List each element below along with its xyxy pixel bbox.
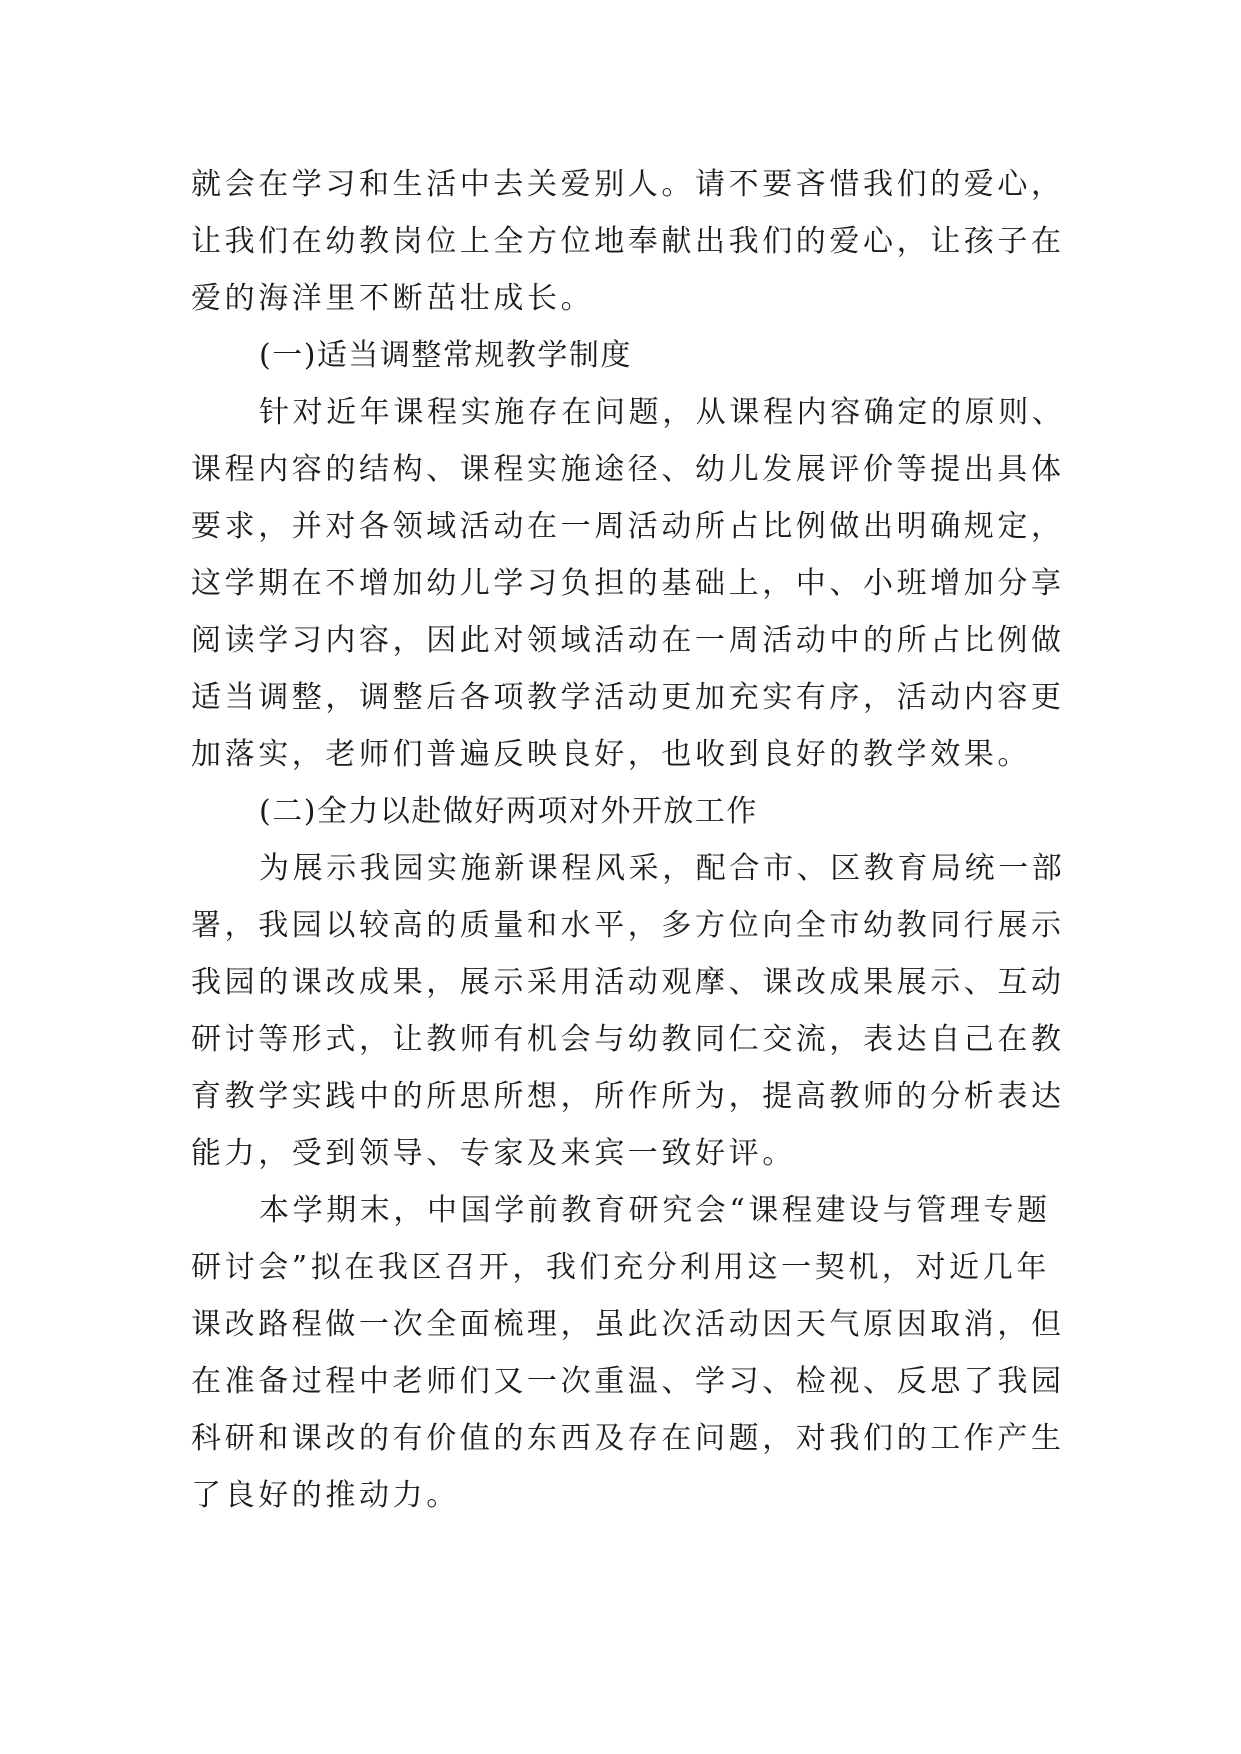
document-body [191,156,1071,1524]
text-line: 能力，受到领导、专家及来宾一致好评。 [191,1136,796,1171]
text-line: 这学期在不增加幼儿学习负担的基础上，中、小班增加分享 [191,566,1065,601]
text-line: 课改路程做一次全面梳理，虽此次活动因天气原因取消，但 [191,1307,1065,1342]
text-line: 就会在学习和生活中去关爱别人。请不要吝惜我们的爱心， [191,167,1065,202]
text-line: 了良好的推动力。 [191,1478,460,1513]
paragraph [191,1182,1071,1524]
text-line: 加落实，老师们普遍反映良好，也收到良好的教学效果。 [191,737,1031,772]
text-line: 育教学实践中的所思所想，所作所为，提高教师的分析表达 [191,1079,1065,1114]
text-line: 为展示我园实施新课程风采，配合市、区教育局统一部 [259,851,1066,886]
section-heading [191,327,1071,384]
text-line: 研讨等形式，让教师有机会与幼教同仁交流，表达自己在教 [191,1022,1065,1057]
section-heading-text: (一)适当调整常规教学制度 [259,338,632,373]
text-line: 阅读学习内容，因此对领域活动在一周活动中的所占比例做 [191,623,1065,658]
text-line: 署，我园以较高的质量和水平，多方位向全市幼教同行展示 [191,908,1065,943]
text-line: 课程内容的结构、课程实施途径、幼儿发展评价等提出具体 [191,452,1065,487]
text-line: 科研和课改的有价值的东西及存在问题，对我们的工作产生 [191,1421,1065,1456]
section-heading-text: (二)全力以赴做好两项对外开放工作 [259,794,758,829]
text-line: 我园的课改成果，展示采用活动观摩、课改成果展示、互动 [191,965,1065,1000]
paragraph [191,384,1071,783]
text-line: 针对近年课程实施存在问题，从课程内容确定的原则、 [259,395,1066,430]
text-line: 让我们在幼教岗位上全方位地奉献出我们的爱心，让孩子在 [191,224,1065,259]
paragraph [191,156,1071,327]
text-line: 适当调整，调整后各项教学活动更加充实有序，活动内容更 [191,680,1065,715]
paragraph [191,840,1071,1182]
text-line: 本学期末，中国学前教育研究会“课程建设与管理专题 [259,1193,1051,1228]
text-line: 要求，并对各领域活动在一周活动所占比例做出明确规定， [191,509,1065,544]
section-heading [191,783,1071,840]
text-line: 爱的海洋里不断茁壮成长。 [191,281,595,316]
text-line: 研讨会”拟在我区召开，我们充分利用这一契机，对近几年 [191,1250,1050,1285]
text-line: 在准备过程中老师们又一次重温、学习、检视、反思了我园 [191,1364,1065,1399]
